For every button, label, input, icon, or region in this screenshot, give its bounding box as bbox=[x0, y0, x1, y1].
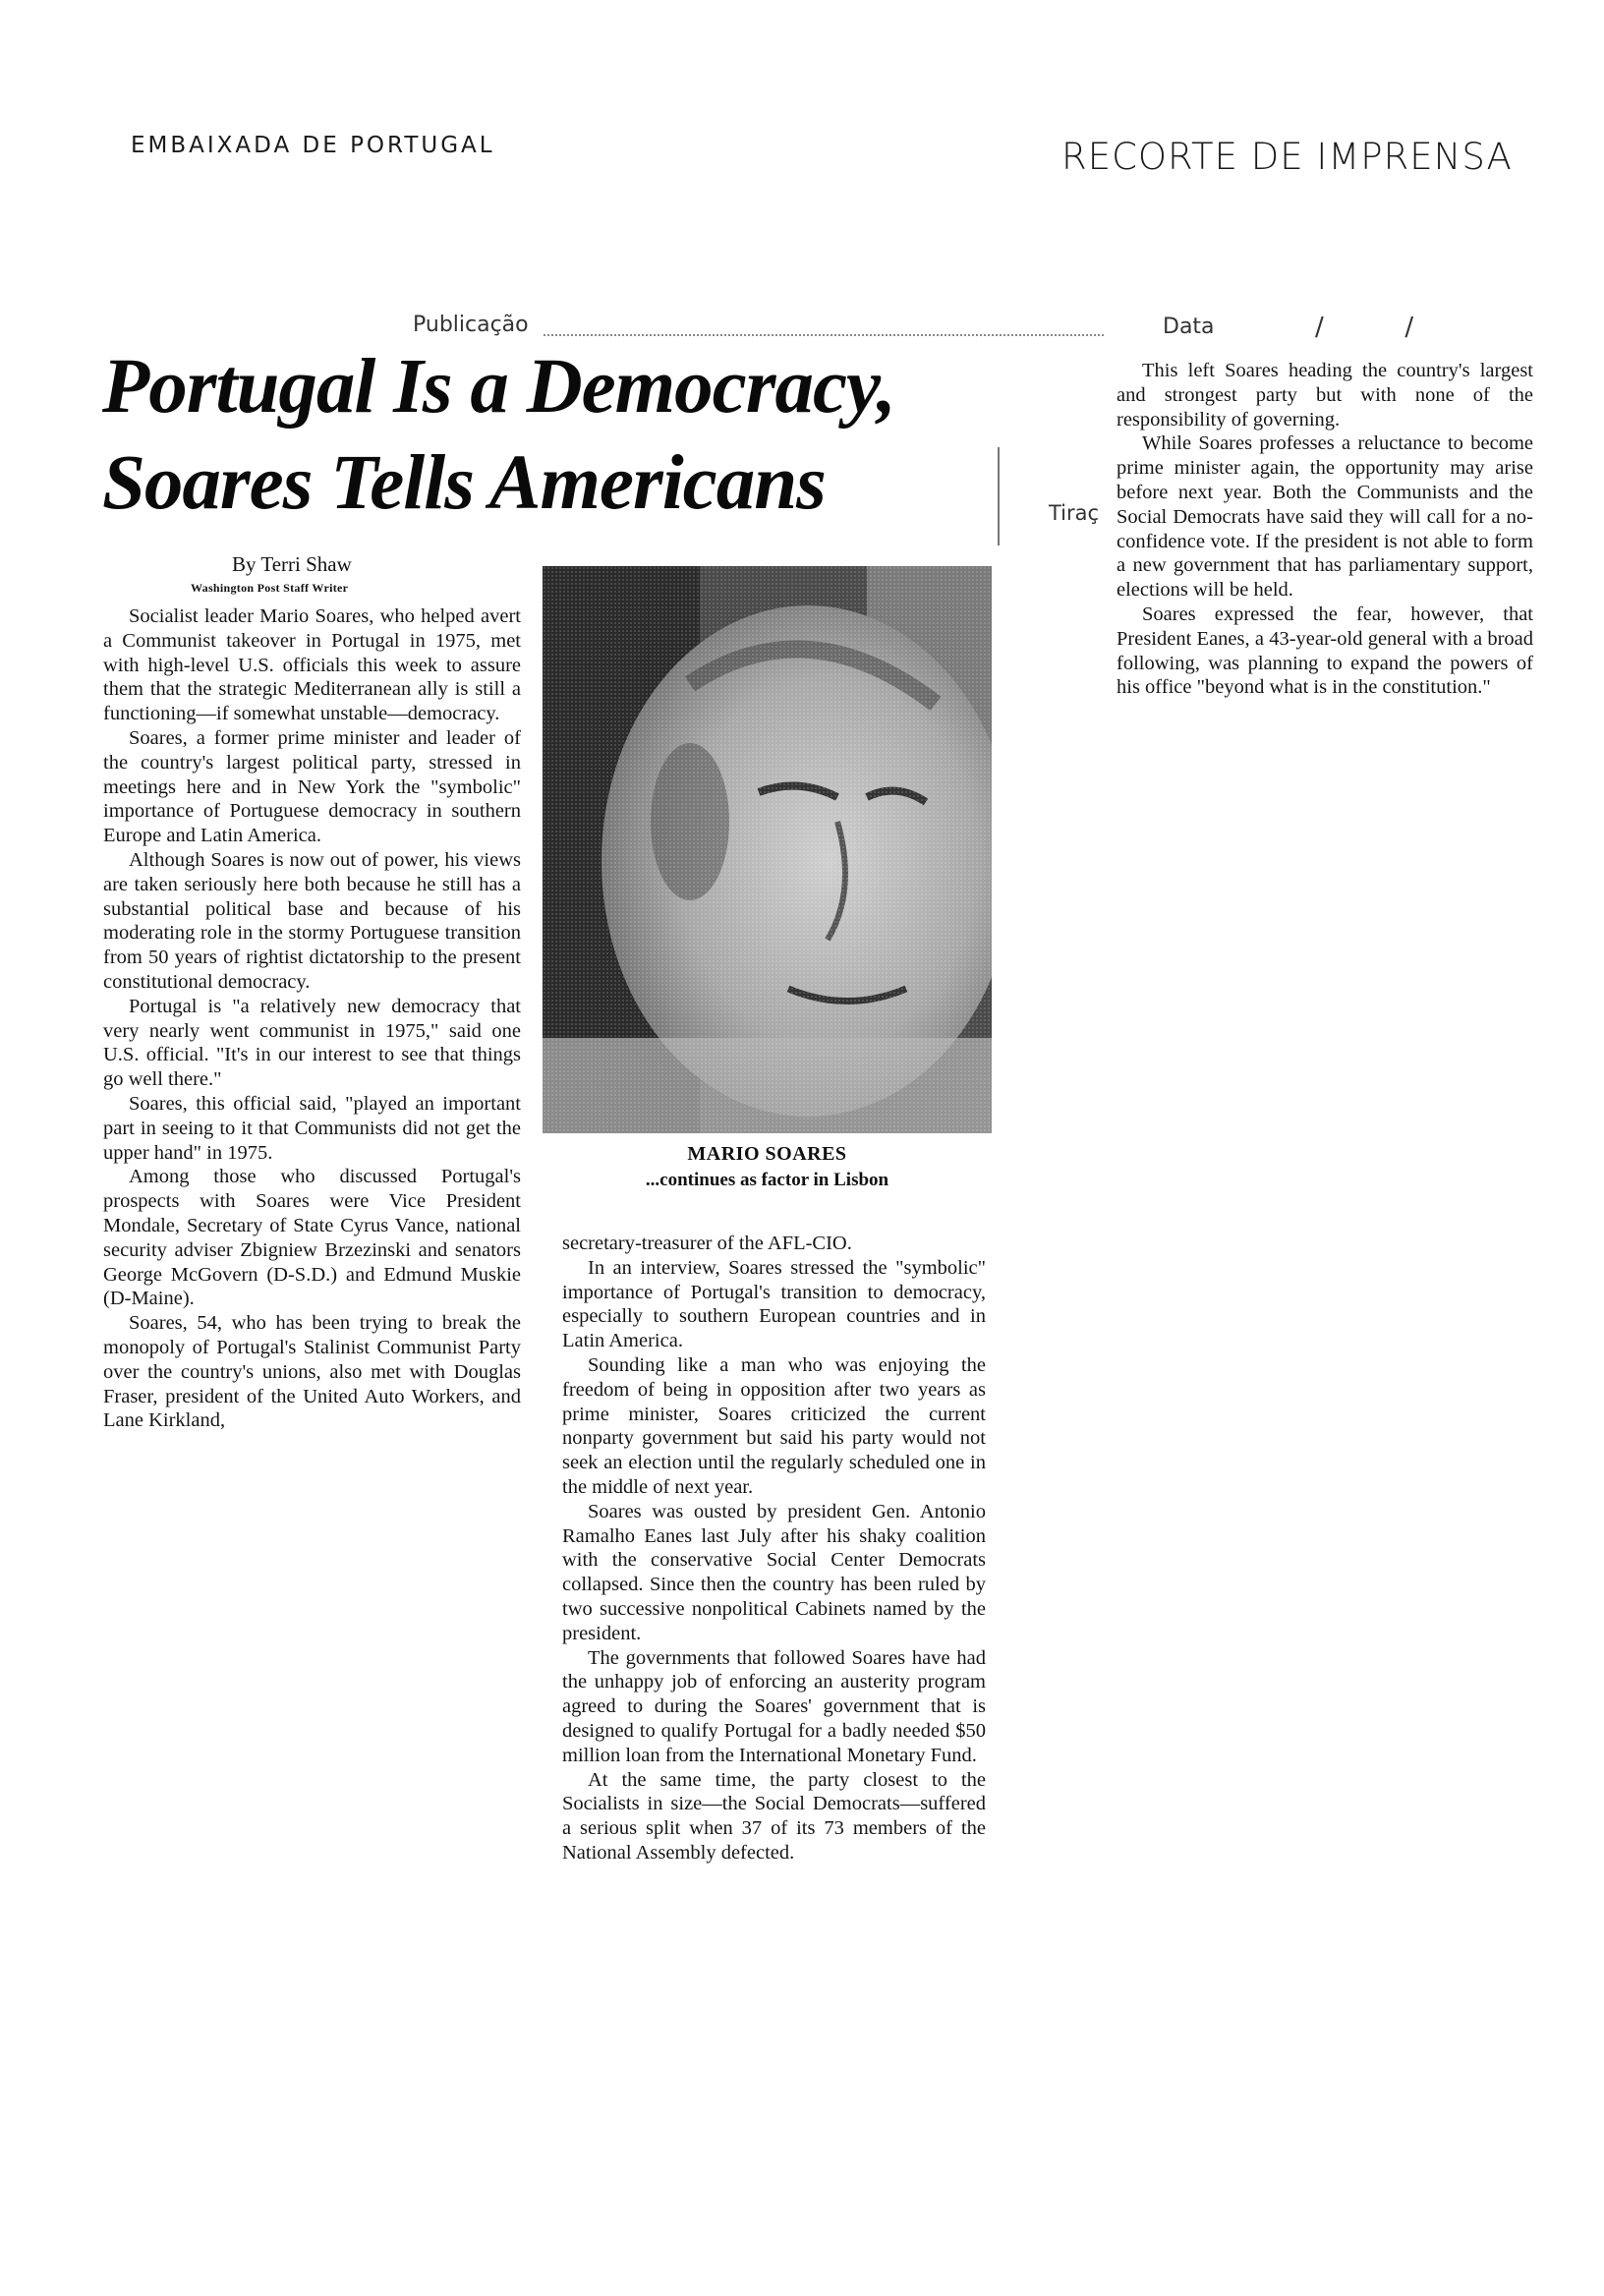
paragraph: Soares, 54, who has been trying to break the monopoly of Portugal's Stalinist Communist Party over the country's unions, also met with Douglas Fraser, president of the United Auto Workers, and Lane Kirkland, bbox=[103, 1312, 521, 1432]
column-divider bbox=[998, 447, 1000, 545]
paragraph: Soares, a former prime minister and leader of the country's largest political party, stressed in meetings here and in New York the "symbolic" importance of Portuguese democracy in southern Europe and Latin America. bbox=[103, 726, 521, 847]
paragraph: At the same time, the party closest to the Socialists in size—the Social Democrats—suffered a serious split when 37 of its 73 members of the National Assembly defected. bbox=[562, 1768, 986, 1864]
paragraph: Socialist leader Mario Soares, who helped avert a Communist takeover in Portugal in 1975, met with high-level U.S. officials this week to assure them that the strategic Mediterranean ally is still a functioning—if somewhat unstable—democracy. bbox=[103, 605, 521, 725]
headline-line-2: Soares Tells Americans bbox=[102, 440, 826, 526]
byline-staff: Washington Post Staff Writer bbox=[191, 581, 349, 595]
publication-dots bbox=[544, 334, 1104, 336]
paragraph: Sounding like a man who was enjoying the freedom of being in opposition after two years as prime minister, Soares criticized the current nonparty government but said his party would not seek an election until the regularly scheduled one in the middle of next year. bbox=[562, 1353, 986, 1498]
embassy-header: EMBAIXADA DE PORTUGAL bbox=[131, 133, 495, 158]
byline: By Terri Shaw bbox=[232, 552, 352, 576]
paragraph: This left Soares heading the country's largest and strongest party but with none of the responsibility of governing. bbox=[1117, 360, 1533, 430]
tiragem-label: Tiraç bbox=[1049, 501, 1100, 525]
portrait-photo-image bbox=[543, 566, 992, 1133]
photo-caption-name: MARIO SOARES bbox=[687, 1143, 847, 1165]
paragraph: Soares was ousted by president Gen. Antonio Ramalho Eanes last July after his shaky coalition with the conservative Social Center Democrats collapsed. Since then the country has been ruled by two successive nonpolitical Cabinets named by the president. bbox=[562, 1500, 986, 1644]
paragraph: Among those who discussed Portugal's prospects with Soares were Vice President Mondale, Secretary of State Cyrus Vance, national security adviser Zbigniew Brzezinski and senators George McGovern (D-S.D.) and Edmund Muskie (D-Maine). bbox=[103, 1166, 521, 1310]
paragraph: While Soares professes a reluctance to become prime minister again, the opportunity may arise before next year. Both the Communists and the Social Democrats have said they will call for a no-confidence vote. If the president is not able to form a new government that has parliamentary support, elections will be held. bbox=[1117, 432, 1533, 602]
date-label: Data bbox=[1163, 315, 1215, 339]
press-clipping-header: RECORTE DE IMPRENSA bbox=[1061, 136, 1513, 178]
date-separators: / / bbox=[1315, 313, 1414, 342]
portrait-photo bbox=[543, 566, 992, 1133]
article-column-2 bbox=[562, 1232, 986, 1866]
paragraph: Although Soares is now out of power, his views are taken seriously here both because he still has a substantial political base and because of his moderating role in the stormy Portuguese transition from 50 years of rightist dictatorship to the present constitutional democracy. bbox=[103, 848, 521, 993]
paragraph: The governments that followed Soares have had the unhappy job of enforcing an austerity program agreed to during the Soares' government that is designed to qualify Portugal for a badly needed $50 million loan from the International Monetary Fund. bbox=[562, 1646, 986, 1766]
photo-caption-text: ...continues as factor in Lisbon bbox=[645, 1170, 889, 1190]
headline-line-1: Portugal Is a Democracy, bbox=[102, 344, 895, 430]
paragraph: Soares expressed the fear, however, that President Eanes, a 43-year-old general with a broad following, was planning to expand the powers of his office "beyond what is in the constitution." bbox=[1117, 603, 1533, 699]
article-column-3 bbox=[1117, 359, 1533, 700]
paragraph: Soares, this official said, "played an important part in seeing to it that Communists did not get the upper hand" in 1975. bbox=[103, 1092, 521, 1164]
article-column-1 bbox=[103, 604, 521, 1433]
paragraph: In an interview, Soares stressed the "symbolic" importance of Portugal's transition to democracy, especially to southern European countries and in Latin America. bbox=[562, 1256, 986, 1352]
paragraph: Portugal is "a relatively new democracy that very nearly went communist in 1975," said one U.S. official. "It's in our interest to see that things go well there." bbox=[103, 995, 521, 1091]
publication-label: Publicação bbox=[413, 313, 529, 337]
paragraph: secretary-treasurer of the AFL-CIO. bbox=[562, 1233, 852, 1254]
article-headline bbox=[102, 339, 1016, 532]
